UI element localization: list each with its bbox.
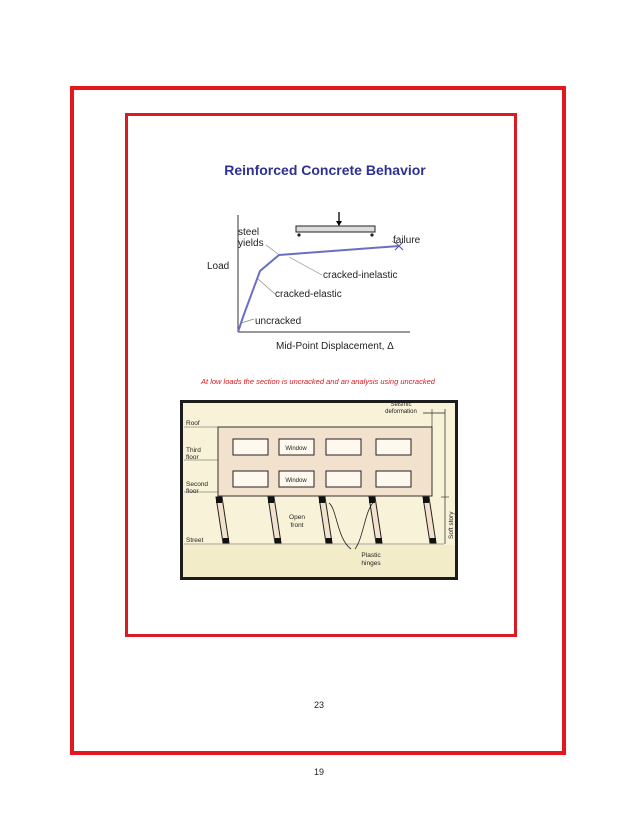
caption-text: At low loads the section is uncracked and an analysis using uncracked <box>201 377 435 386</box>
x-axis-label: Mid-Point Displacement, Δ <box>276 341 394 352</box>
cracked-elastic-label: cracked-elastic <box>275 289 342 300</box>
load-displacement-diagram <box>195 205 445 355</box>
seismic-deformation-label: Seismic deformation <box>385 402 417 415</box>
outer-page-number: 19 <box>313 767 324 777</box>
third-floor-label: Third floor <box>186 447 201 461</box>
open-front-label: Open front <box>289 514 305 529</box>
beam-icon <box>296 212 375 237</box>
cracked-inelastic-label: cracked-inelastic <box>323 270 398 281</box>
second-floor-label: Second floor <box>186 481 209 495</box>
y-axis-label: Load <box>207 261 230 272</box>
uncracked-label: uncracked <box>255 316 302 327</box>
soft-story-illustration <box>179 399 459 581</box>
steel-yields-label: steel yields <box>238 227 264 249</box>
window-label-lower: Window <box>285 478 307 484</box>
leader-cracked-elastic <box>258 279 275 294</box>
ground <box>183 545 455 577</box>
inner-page-number: 23 <box>313 700 324 710</box>
roof-label: Roof <box>186 420 200 427</box>
leader-cracked-inelastic <box>289 257 322 275</box>
soft-story-label: Soft story <box>448 511 455 539</box>
leader-steel-yields <box>266 245 278 254</box>
street-label: Street <box>186 537 204 544</box>
chart-title: Reinforced Concrete Behavior <box>224 162 426 178</box>
plastic-hinges-label: Plastic hinges <box>361 552 381 567</box>
window-label-upper: Window <box>285 446 307 452</box>
failure-label: failure <box>393 235 421 246</box>
